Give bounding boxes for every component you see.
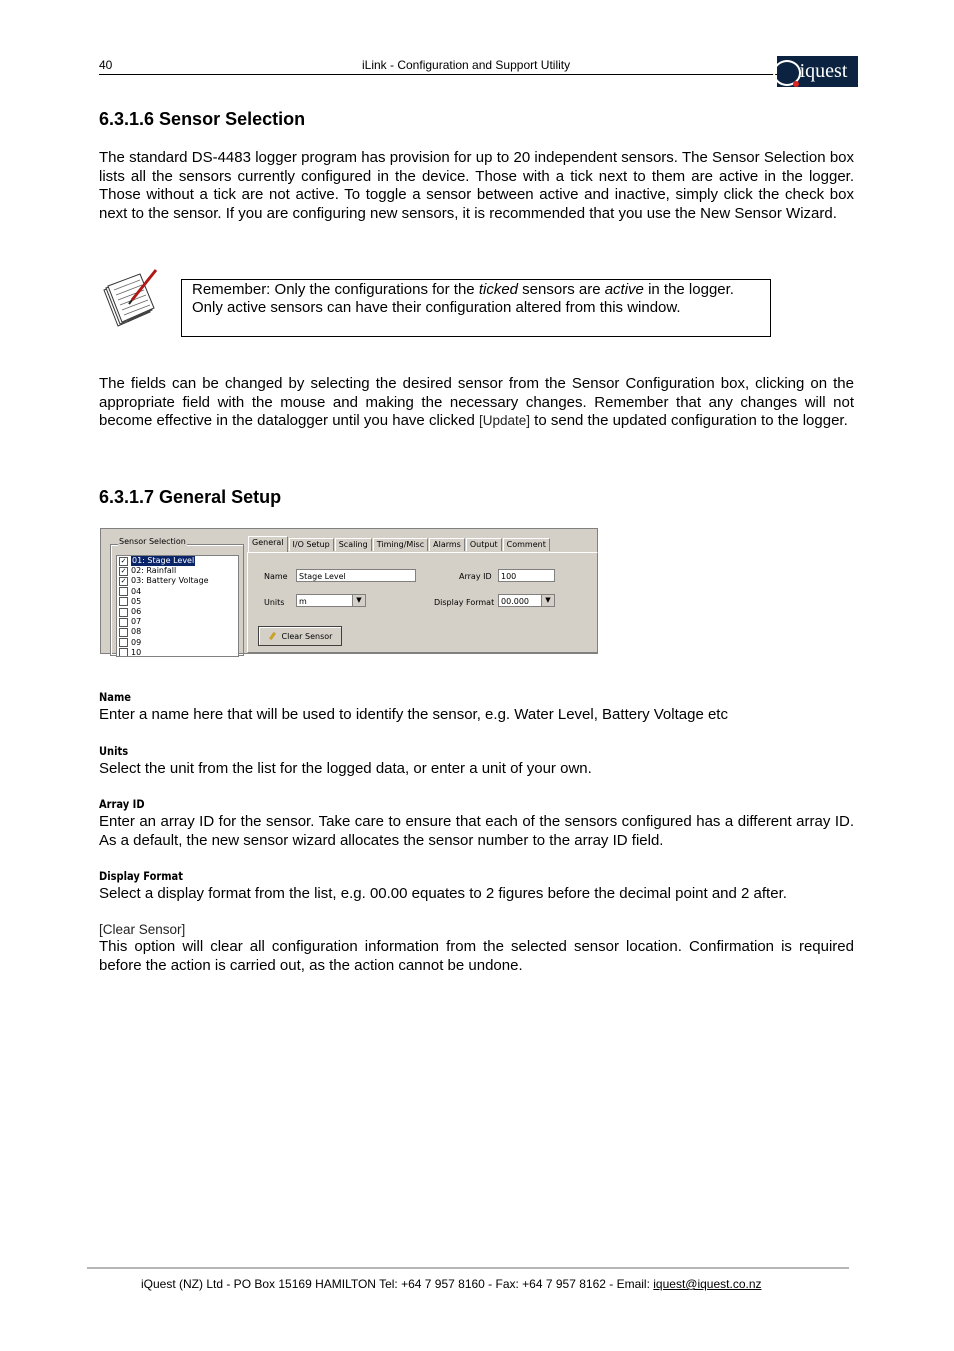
sensor-list-item[interactable] — [117, 587, 238, 597]
footer — [141, 1277, 762, 1291]
note-em-active: active — [604, 281, 644, 298]
units-description: Select the unit from the list for the logged data, or enter a unit of your own. — [99, 760, 592, 777]
display-format-dropdown-arrow-icon[interactable]: ▼ — [541, 595, 554, 606]
tab-alarms[interactable]: Alarms — [429, 538, 465, 551]
checked-checkbox-icon[interactable]: ✓ — [120, 566, 127, 575]
sensor-list-item[interactable] — [117, 556, 238, 566]
name-label: Name — [264, 572, 288, 581]
sensor-list-item-label: 09 — [131, 637, 142, 647]
tab-timing-misc[interactable]: Timing/Misc — [373, 538, 428, 551]
footer-text: iQuest (NZ) Ltd - PO Box 15169 HAMILTON Tel: +64 7 957 8160 - Fax: +64 7 957 8162 - Email: — [141, 1277, 654, 1291]
page-number: 40 — [99, 58, 113, 72]
name-subheading: Name — [99, 690, 131, 704]
clear-sensor-description: This option will clear all configuration information from the selected sensor location. Confirmation is required before the action is carried out, as the action cannot be undone. — [99, 938, 854, 974]
fields-paragraph-text-1: The fields can be changed by selecting the desired sensor from the Sensor Configuration box, clicking on the appropriate field with the mouse and making the necessary changes. Remember that any changes will not become effective in the datalogger until you have clicked — [99, 375, 854, 430]
sensor-list-item-label: 06 — [131, 606, 142, 616]
checked-checkbox-icon[interactable]: ✓ — [120, 556, 127, 565]
note-text-1: Remember: Only the configurations for the — [192, 281, 479, 298]
array-id-label: Array ID — [459, 572, 492, 581]
sensor-list-item-label: 08 — [131, 627, 142, 637]
unchecked-checkbox-icon[interactable] — [119, 648, 128, 657]
sensor-list-item-label: 10 — [131, 647, 142, 657]
sensor-list-item[interactable] — [117, 607, 238, 617]
sensor-list-item-label: 05 — [131, 596, 142, 606]
note-text-2: sensors are — [518, 281, 605, 298]
clear-sensor-button-label: Clear Sensor — [281, 631, 333, 641]
tab-general[interactable]: General — [248, 536, 288, 552]
logo-text: iquest — [799, 60, 848, 82]
sensor-list-item-label: 03: Battery Voltage — [131, 576, 209, 586]
array-id-description: Enter an array ID for the sensor. Take care to ensure that each of the sensors configured has a different array ID. As a default, the new sensor wizard allocates the sensor number to the array ID field. — [99, 813, 854, 849]
note-box — [181, 279, 771, 337]
unchecked-checkbox-icon[interactable] — [119, 597, 128, 606]
units-subheading: Units — [99, 744, 129, 758]
unchecked-checkbox-icon[interactable] — [119, 587, 128, 596]
sensor-selection-label: Sensor Selection — [119, 537, 186, 546]
tab-scaling[interactable]: Scaling — [335, 538, 372, 551]
sensor-list-item[interactable] — [117, 638, 238, 648]
sensor-selection-paragraph: The standard DS-4483 logger program has provision for up to 20 independent sensors. The Sensor Selection box lists all the sensors currently configured in the device. Those with a tick next to them are active in the logger. Those without a tick are not active. To toggle a sensor between active and inactive, simply click the check box next to the sensor. If you are configuring new sensors, it is recommended that you use the New Sensor Wizard. — [99, 149, 854, 222]
units-value: m — [299, 597, 307, 606]
sensor-list-item-label: 04 — [131, 586, 142, 596]
unchecked-checkbox-icon[interactable] — [119, 638, 128, 647]
note-text-3: in the logger. Only active sensors can have their configuration altered from this window. — [192, 281, 734, 317]
unchecked-checkbox-icon[interactable] — [119, 608, 128, 617]
general-setup-screenshot — [100, 528, 598, 657]
footer-rule — [87, 1267, 849, 1269]
array-id-subheading: Array ID — [99, 797, 145, 811]
sensor-list-item-label: 02: Rainfall — [131, 566, 177, 576]
clear-sensor-button[interactable] — [258, 626, 342, 646]
note-em-ticked: ticked — [478, 281, 518, 298]
sensor-list-item[interactable] — [117, 648, 238, 657]
units-dropdown-arrow-icon[interactable]: ▼ — [352, 595, 365, 606]
fields-paragraph — [99, 375, 854, 431]
tab-output[interactable]: Output — [466, 538, 502, 551]
display-format-subheading: Display Format — [99, 869, 183, 883]
sensor-list-item-label: 01: Stage Level — [132, 556, 195, 565]
display-format-value: 00.000 — [501, 597, 529, 606]
sensor-list-item[interactable] — [117, 617, 238, 627]
display-format-label: Display Format — [434, 598, 495, 607]
sensor-list-item[interactable] — [117, 597, 238, 607]
logo-dot-icon — [793, 81, 799, 87]
name-description: Enter a name here that will be used to identify the sensor, e.g. Water Level, Battery Voltage etc — [99, 706, 728, 723]
name-input[interactable]: Stage Level — [296, 569, 416, 582]
note-pencil-icon — [100, 268, 160, 330]
tab-strip — [248, 538, 551, 552]
unchecked-checkbox-icon[interactable] — [119, 628, 128, 637]
units-combo[interactable] — [296, 594, 366, 607]
display-format-combo[interactable] — [498, 594, 555, 607]
sensor-list[interactable] — [116, 555, 239, 657]
checked-checkbox-icon[interactable]: ✓ — [120, 576, 127, 585]
sensor-list-item[interactable] — [117, 576, 238, 586]
tab-i-o-setup[interactable]: I/O Setup — [289, 538, 334, 551]
update-button-reference: [Update] — [478, 413, 531, 429]
array-id-input[interactable]: 100 — [498, 569, 555, 582]
fields-paragraph-text-2: to send the updated configuration to the logger. — [530, 412, 848, 430]
header-rule — [99, 74, 789, 75]
sensor-list-item[interactable] — [117, 627, 238, 637]
clear-sensor-subheading: [Clear Sensor] — [99, 922, 186, 937]
unchecked-checkbox-icon[interactable] — [119, 618, 128, 627]
sensor-list-item[interactable] — [117, 566, 238, 576]
running-title: iLink - Configuration and Support Utility — [362, 58, 571, 72]
footer-email-link[interactable]: iquest@iquest.co.nz — [653, 1277, 762, 1291]
units-label: Units — [264, 598, 285, 607]
sensor-list-item-label: 07 — [131, 617, 142, 627]
eraser-icon — [268, 632, 278, 641]
iquest-logo — [777, 56, 858, 87]
tab-comment[interactable]: Comment — [503, 538, 550, 551]
section-heading-sensor-selection: 6.3.1.6 Sensor Selection — [99, 109, 306, 129]
section-heading-general-setup: 6.3.1.7 General Setup — [99, 487, 282, 507]
display-format-description: Select a display format from the list, e.g. 00.00 equates to 2 figures before the decimal point and 2 after. — [99, 885, 787, 902]
